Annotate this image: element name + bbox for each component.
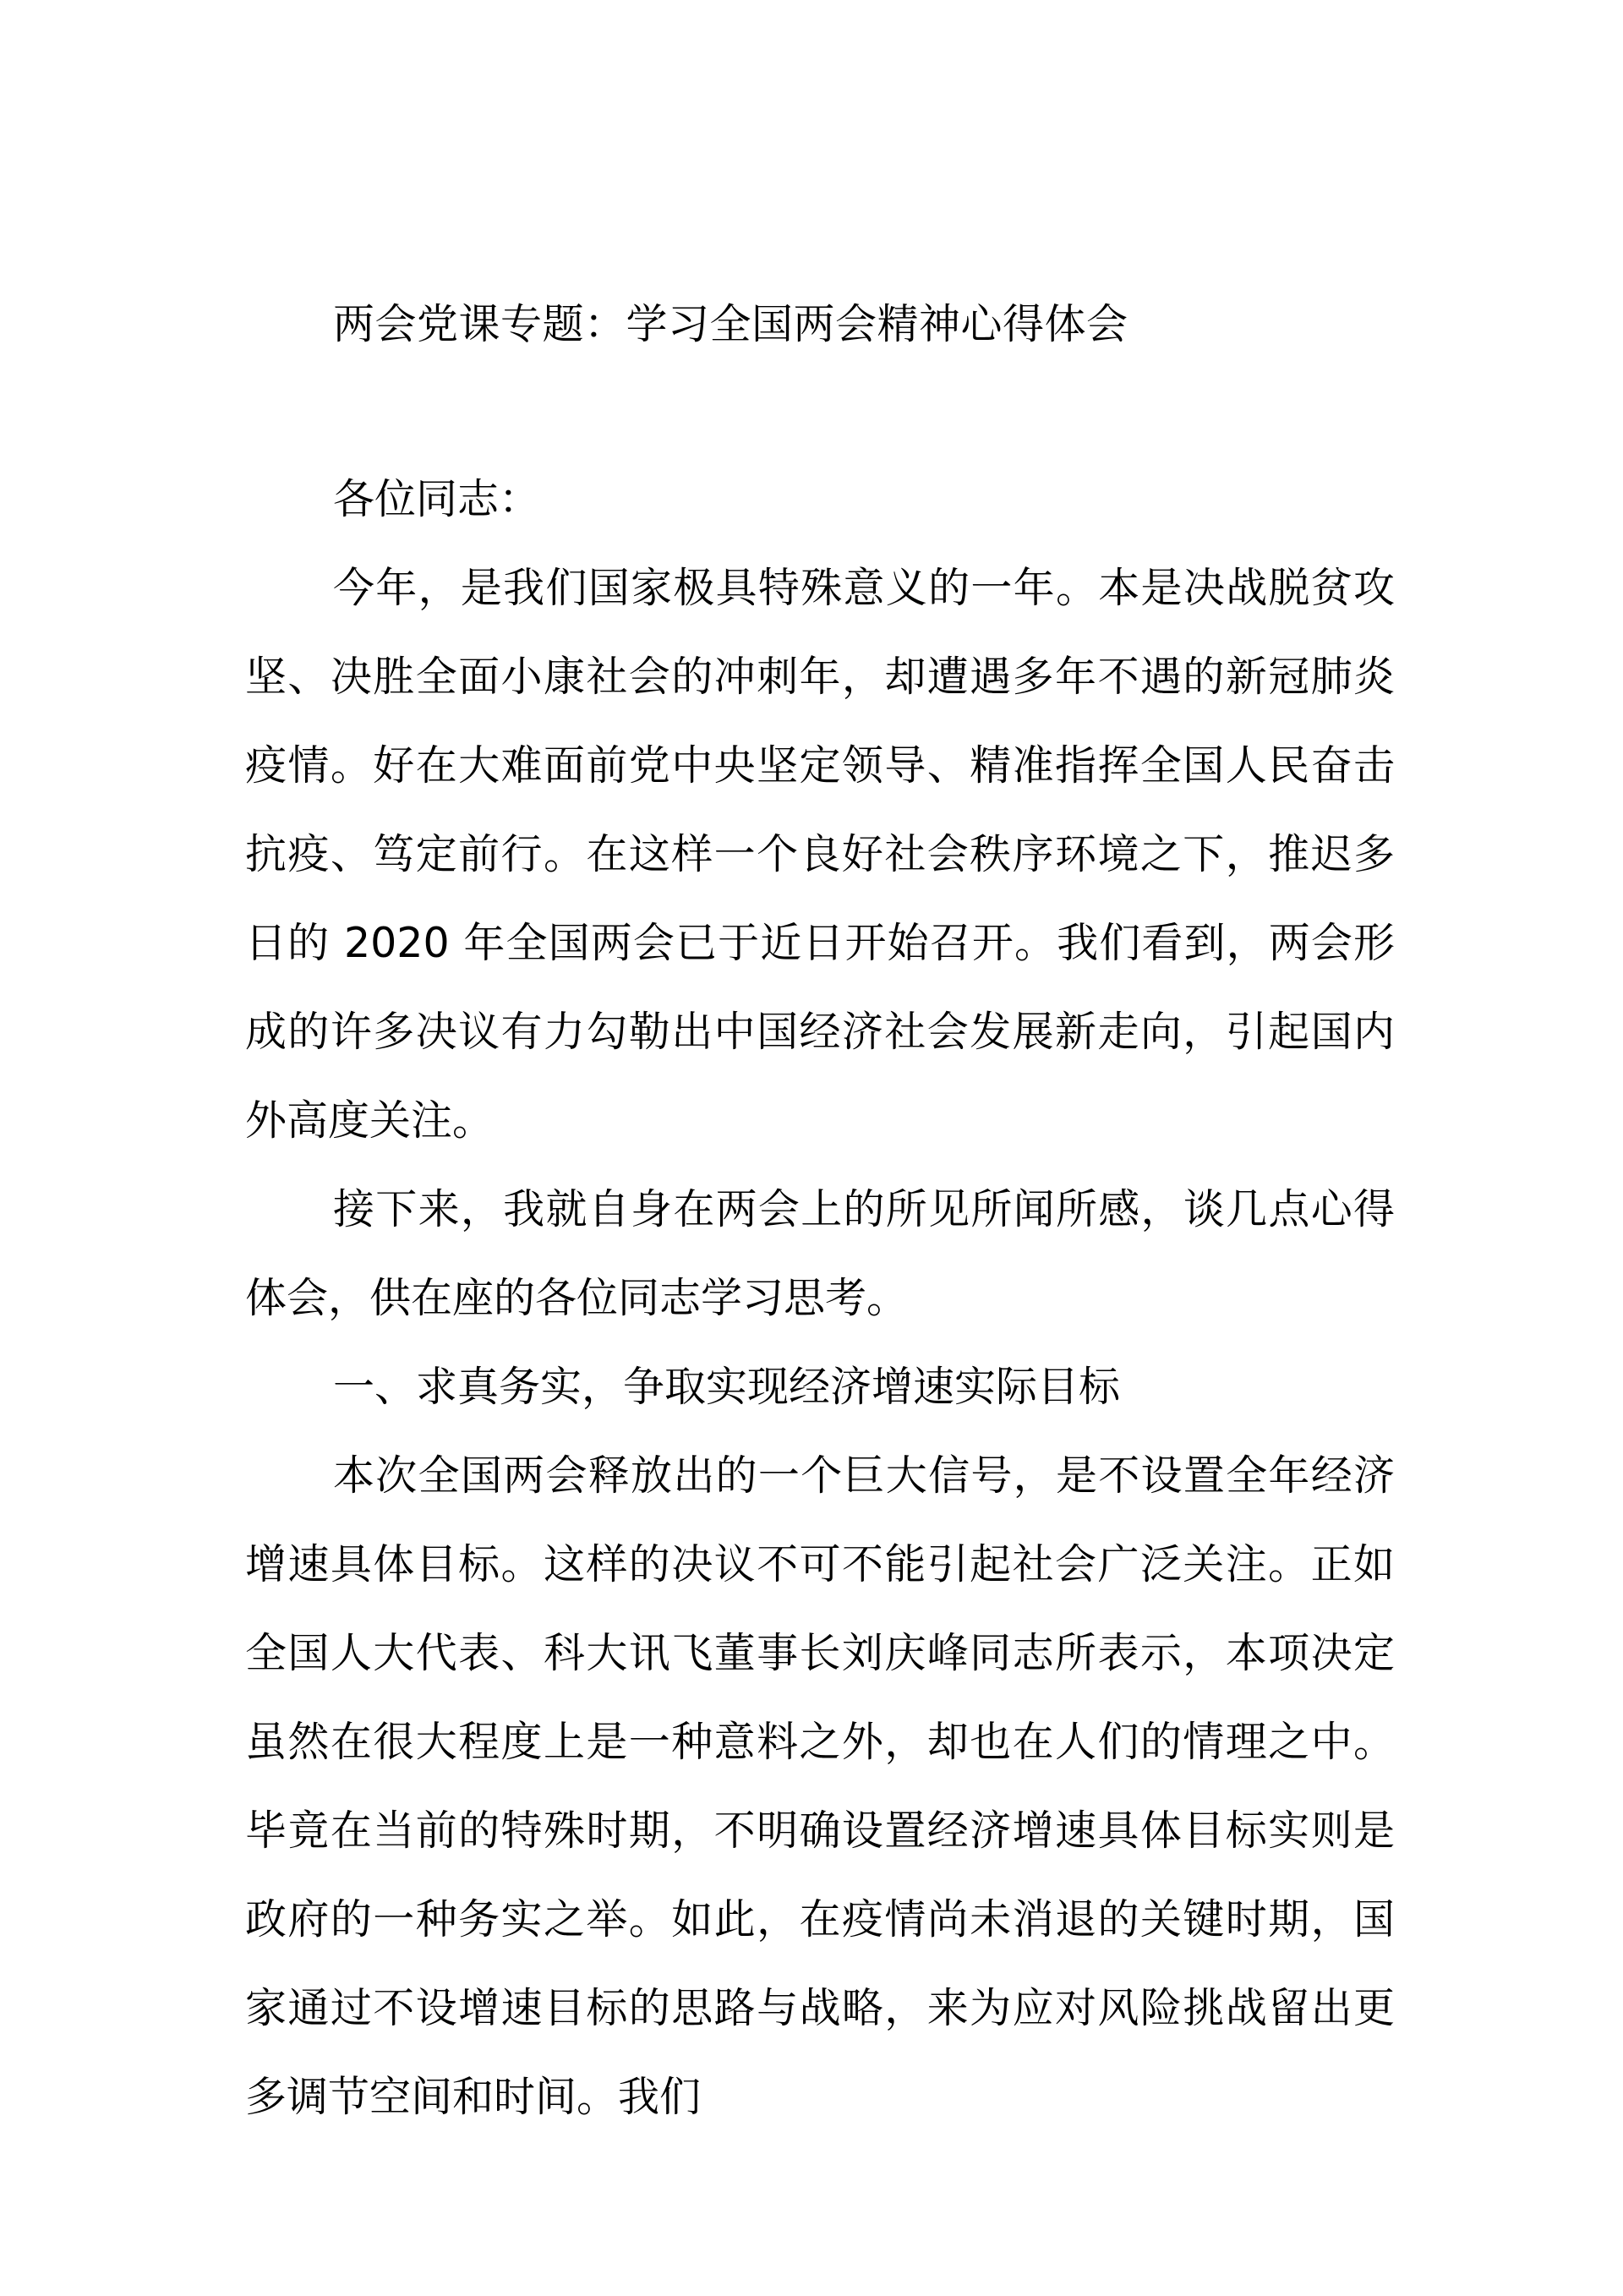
document-content	[245, 279, 1395, 2141]
intro-section	[245, 544, 1395, 1342]
paragraph-intro: 今年，是我们国家极具特殊意义的一年。本是决战脱贫攻坚、决胜全面小康社会的冲刺年，却遭遇多年不遇的新冠肺炎疫情。好在大难面前党中央坚定领导、精准指挥全国人民奋击抗疫、笃定前行。在这样一个良好社会秩序环境之下，推迟多日的 2020 年全国两会已于近日开始召开。我们看到，两会形成的许多决议有力勾勒出中国经济社会发展新走向，引起国内外高度关注。	[245, 564, 1395, 1145]
section-1-body	[245, 1431, 1395, 2141]
paragraph-section-1: 本次全国两会释放出的一个巨大信号，是不设置全年经济增速具体目标。这样的决议不可不能引起社会广泛关注。正如全国人大代表、科大讯飞董事长刘庆峰同志所表示，本项决定虽然在很大程度上是一种意料之外，却也在人们的情理之中。毕竟在当前的特殊时期，不明确设置经济增速具体目标实则是政府的一种务实之举。如此，在疫情尚未消退的关键时期，国家通过不设增速目标的思路与战略，来为应对风险挑战留出更多调节空间和时间。我们	[245, 1451, 1395, 2121]
greeting: 各位同志：	[333, 475, 541, 523]
document-title: 两会党课专题：学习全国两会精神心得体会	[333, 300, 1128, 348]
section-heading-1: 一、求真务实，争取实现经济增速实际目标	[333, 1363, 1121, 1411]
paragraph-outline: 接下来，我就自身在两会上的所见所闻所感，谈几点心得体会，供在座的各位同志学习思考。	[245, 1185, 1395, 1322]
